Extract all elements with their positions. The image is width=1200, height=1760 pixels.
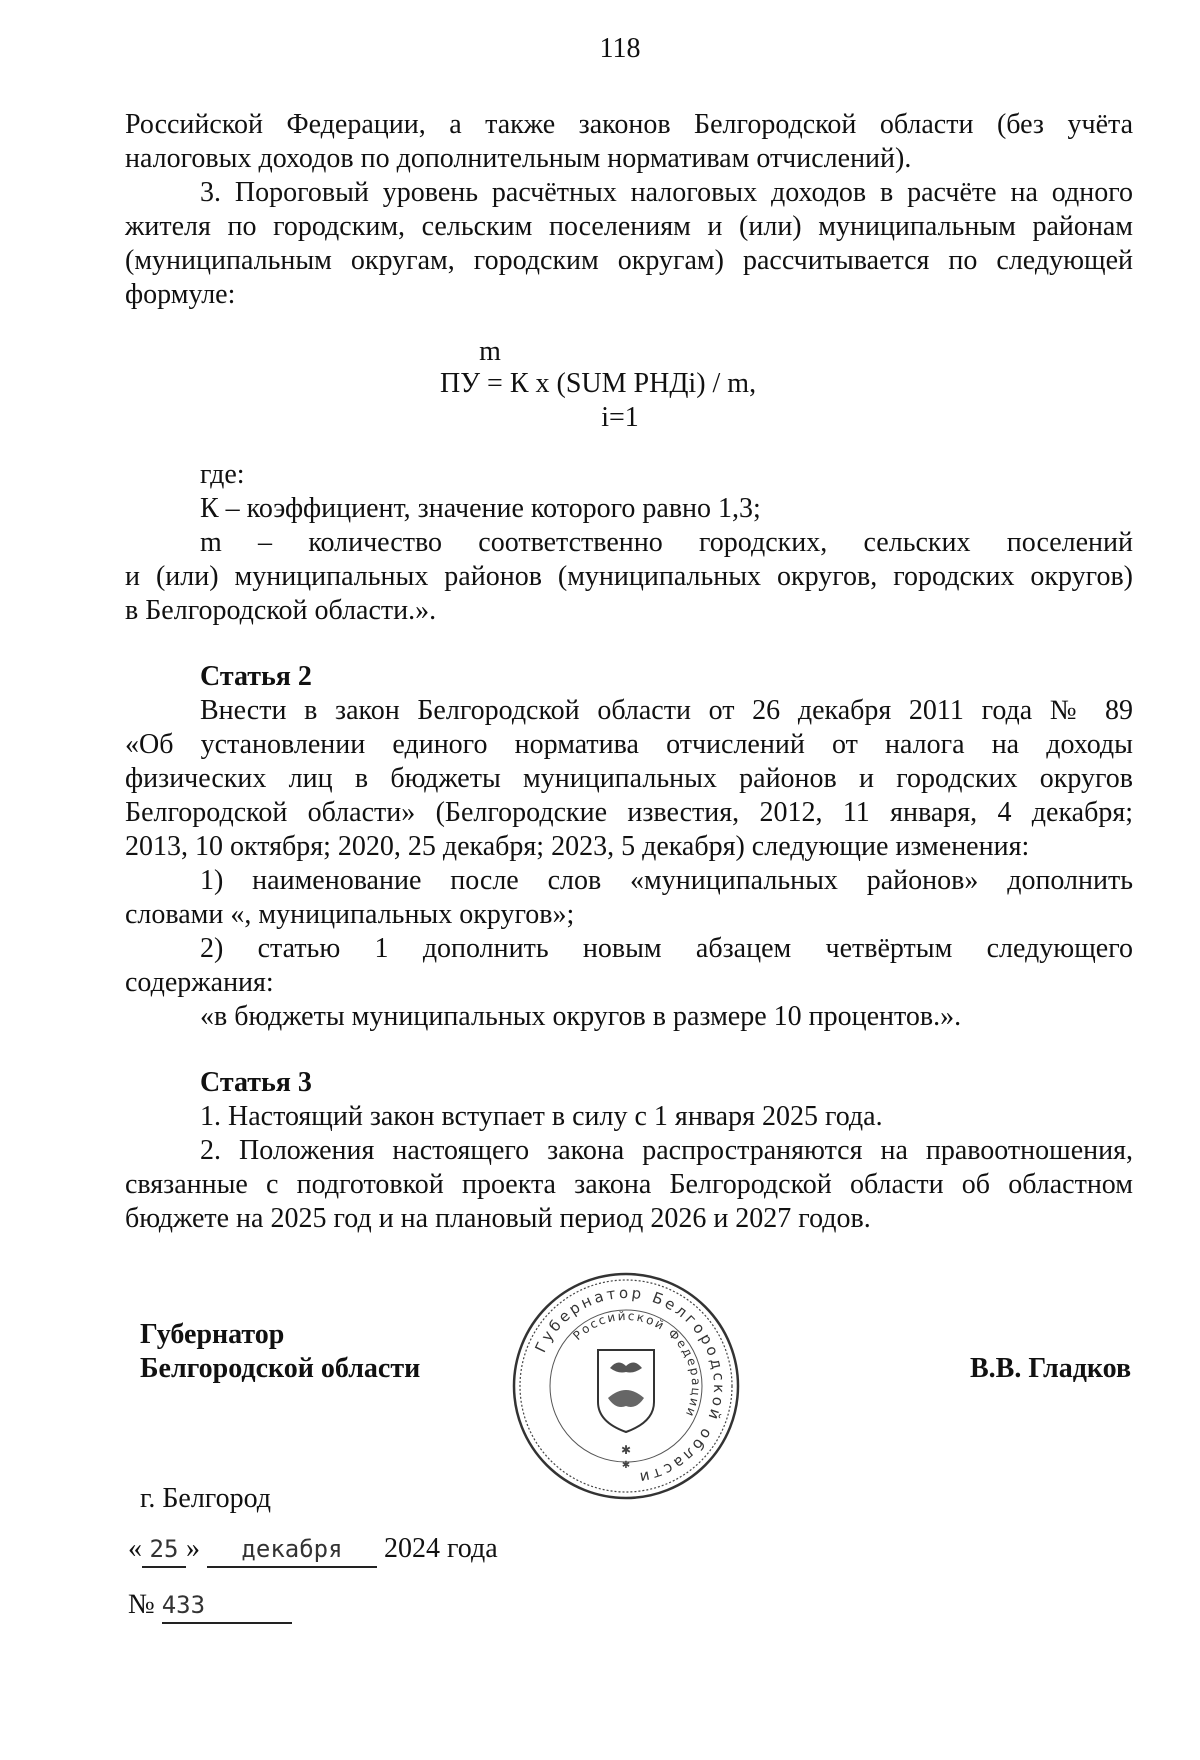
page-number: 118 xyxy=(599,33,641,64)
where-label: где: xyxy=(200,459,245,490)
date-day: 25 xyxy=(142,1532,186,1568)
formula-main: ПУ = К x (SUM РНДi) / m, xyxy=(440,368,757,399)
paragraph-line: (муниципальным округам, городским округам) рассчитывается по следующей xyxy=(125,245,1133,276)
paragraph-line: налоговых доходов по дополнительным нормативам отчислений). xyxy=(125,143,912,174)
article-3-heading: Статья 3 xyxy=(200,1067,312,1098)
article-line: «Об установлении единого норматива отчислений от налога на доходы xyxy=(125,729,1133,760)
date-line xyxy=(128,1532,498,1568)
coat-of-arms-icon xyxy=(598,1350,654,1432)
official-seal xyxy=(510,1270,742,1502)
article-line: 2) статью 1 дополнить новым абзацем четвёртым следующего xyxy=(200,933,1133,964)
document-number-line xyxy=(128,1588,292,1624)
formula-upper-limit: m xyxy=(479,336,501,367)
star-icon: ✱ xyxy=(621,1460,631,1471)
city-label: г. Белгород xyxy=(140,1483,272,1514)
paragraph-line: Российской Федерации, а также законов Белгородской области (без учёта xyxy=(125,109,1133,140)
article-line: «в бюджеты муниципальных округов в размере 10 процентов.». xyxy=(200,1001,962,1032)
article-2-heading: Статья 2 xyxy=(200,661,312,692)
article-line: Внести в закон Белгородской области от 26 декабря 2011 года № 89 xyxy=(200,695,1133,726)
definition-line: и (или) муниципальных районов (муниципальных округов, городских округов) xyxy=(125,561,1133,592)
number-sign: № xyxy=(128,1589,155,1620)
definition-line: в Белгородской области.». xyxy=(125,595,437,626)
formula-lower-limit: i=1 xyxy=(601,402,639,433)
definition-line: К – коэффициент, значение которого равно 1,3; xyxy=(200,493,761,524)
article-line: содержания: xyxy=(125,967,274,998)
paragraph-line: формуле: xyxy=(125,279,236,310)
paragraph-line: жителя по городским, сельским поселениям и (или) муниципальным районам xyxy=(125,211,1133,242)
seal-inner-text: Российской Федерации xyxy=(570,1308,704,1421)
article-line: связанные с подготовкой проекта закона Белгородской области об областном xyxy=(125,1169,1133,1200)
signatory-title: Губернатор xyxy=(140,1319,285,1350)
star-icon: ✱ xyxy=(620,1443,632,1457)
quote-close: » xyxy=(186,1533,200,1564)
article-line: словами «, муниципальных округов»; xyxy=(125,899,575,930)
signatory-title: Белгородской области xyxy=(140,1353,421,1384)
quote-open: « xyxy=(128,1533,142,1564)
paragraph-line: 3. Пороговый уровень расчётных налоговых доходов в расчёте на одного xyxy=(200,177,1133,208)
article-line: 1) наименование после слов «муниципальных районов» дополнить xyxy=(200,865,1133,896)
date-year: 2024 года xyxy=(384,1533,498,1564)
article-line: 2013, 10 октября; 2020, 25 декабря; 2023, 5 декабря) следующие изменения: xyxy=(125,831,1030,862)
definition-line: m – количество соответственно городских, сельских поселений xyxy=(200,527,1133,558)
article-line: Белгородской области» (Белгородские известия, 2012, 11 января, 4 декабря; xyxy=(125,797,1133,828)
signatory-name: В.В. Гладков xyxy=(970,1353,1132,1384)
article-line: 1. Настоящий закон вступает в силу с 1 января 2025 года. xyxy=(200,1101,883,1132)
article-line: 2. Положения настоящего закона распространяются на правоотношения, xyxy=(200,1135,1133,1166)
article-line: бюджете на 2025 год и на плановый период 2026 и 2027 годов. xyxy=(125,1203,871,1234)
document-number: 433 xyxy=(162,1588,292,1624)
article-line: физических лиц в бюджеты муниципальных районов и городских округов xyxy=(125,763,1133,794)
date-month: декабря xyxy=(207,1532,377,1568)
seal-outer-text: Губернатор Белгородской области xyxy=(531,1283,729,1488)
